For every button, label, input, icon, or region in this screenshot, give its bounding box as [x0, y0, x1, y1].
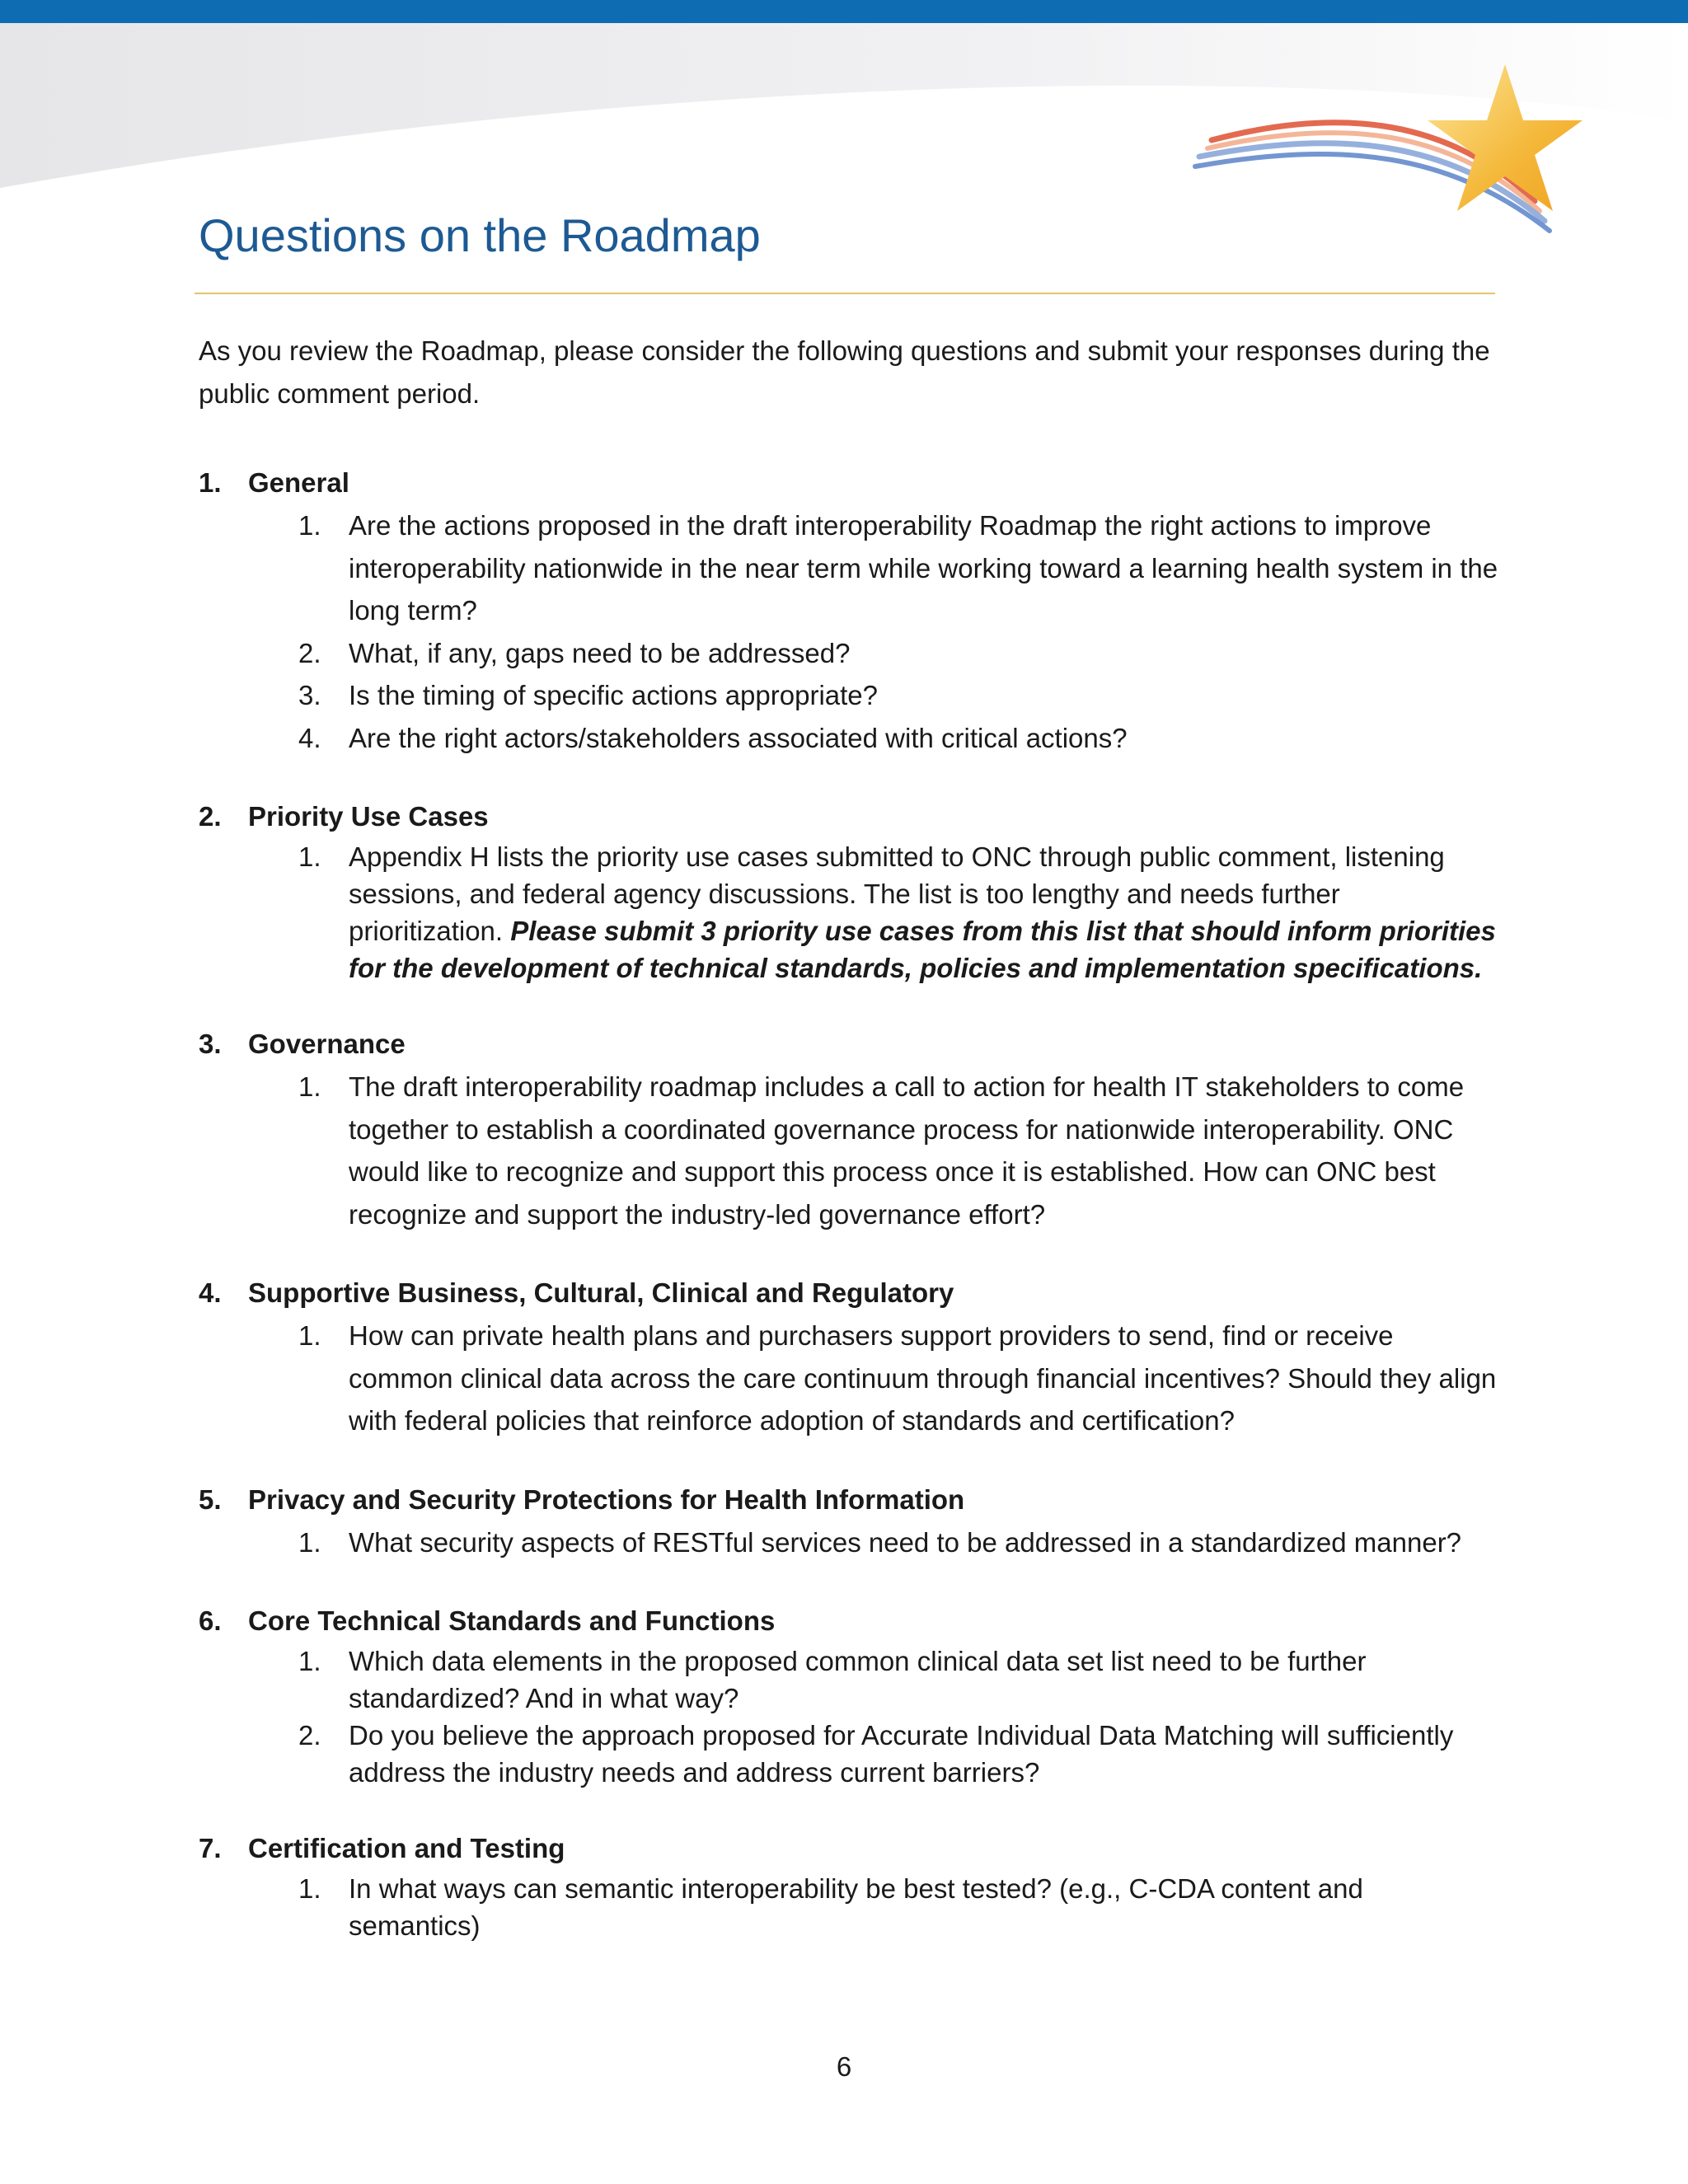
list-item — [199, 717, 1501, 760]
question-list — [199, 1521, 1501, 1564]
item-emphasis-text: Please submit 3 priority use cases from this list that should inform priorities for the development of technical standards, policies and implementation specifications. — [349, 916, 1496, 983]
section-heading — [199, 1600, 1501, 1643]
question-list — [199, 504, 1501, 759]
item-number: 1. — [298, 841, 321, 872]
item-number: 1. — [298, 1873, 321, 1904]
item-number: 1. — [298, 1646, 321, 1676]
header-decoration — [0, 23, 1688, 239]
item-text: In what ways can semantic interoperability be best tested? (e.g., C-CDA content and semantics) — [349, 1873, 1363, 1941]
header-swoosh — [0, 23, 1688, 188]
list-item — [199, 838, 1501, 987]
section-title: Supportive Business, Cultural, Clinical and Regulatory — [248, 1277, 954, 1308]
item-text: Do you believe the approach proposed for Accurate Individual Data Matching will sufficiently address the industry needs and address current barriers? — [349, 1720, 1454, 1788]
item-number: 1. — [298, 510, 321, 541]
list-item — [199, 1066, 1501, 1235]
question-list — [199, 1870, 1501, 1944]
section-title: Priority Use Cases — [248, 801, 489, 832]
list-item — [199, 1521, 1501, 1564]
section-core-technical — [199, 1600, 1501, 1791]
item-number: 1. — [298, 1526, 321, 1558]
section-number: 2. — [199, 801, 222, 832]
item-text: Are the actions proposed in the draft interoperability Roadmap the right actions to improve interoperability nationwide in the near term while working toward a learning health system in the long term? — [349, 510, 1498, 626]
section-title: Privacy and Security Protections for Health Information — [248, 1483, 965, 1515]
page-title: Questions on the Roadmap — [199, 209, 761, 261]
section-certification-testing — [199, 1827, 1501, 1944]
item-number: 3. — [298, 680, 321, 710]
list-item — [199, 1717, 1501, 1791]
item-number: 1. — [298, 1320, 321, 1351]
section-privacy-security — [199, 1479, 1501, 1564]
section-heading — [199, 1827, 1501, 1870]
item-text: What, if any, gaps need to be addressed? — [349, 637, 851, 668]
list-item — [199, 1315, 1501, 1442]
section-heading — [199, 1479, 1501, 1521]
item-number: 1. — [298, 1071, 321, 1102]
section-title: General — [248, 467, 349, 498]
item-text: How can private health plans and purchasers support providers to send, find or receive common clinical data across the care continuum through financial incentives? Should they align with federal policies that reinforce adoption of standards and certification? — [349, 1320, 1497, 1436]
section-number: 6. — [199, 1605, 222, 1636]
list-item — [199, 504, 1501, 632]
section-priority-use-cases — [199, 795, 1501, 987]
top-banner-bar — [0, 0, 1688, 23]
question-list — [199, 1315, 1501, 1442]
intro-paragraph: As you review the Roadmap, please consider the following questions and submit your responses during the public comment period. — [199, 335, 1490, 409]
item-text: Which data elements in the proposed common clinical data set list need to be further standardized? And in what way? — [349, 1646, 1367, 1713]
section-number: 1. — [199, 467, 222, 498]
list-item — [199, 632, 1501, 675]
item-text: Appendix H lists the priority use cases submitted to ONC through public comment, listening sessions, and federal agency discussions. The list is too lengthy and needs further prioritization. — [349, 841, 1445, 946]
item-text-wrapper — [349, 838, 1501, 987]
section-number: 3. — [199, 1029, 222, 1059]
list-item — [199, 1643, 1501, 1717]
section-title: Certification and Testing — [248, 1833, 565, 1863]
item-text: The draft interoperability roadmap includes a call to action for health IT stakeholders to come together to establish a coordinated governance process for nationwide interoperability. ONC would like to recognize and support this process once it is established. How can ONC best recognize and support the industry-led governance effort? — [349, 1071, 1465, 1230]
item-text: Is the timing of specific actions appropriate? — [349, 680, 879, 710]
document-body — [199, 330, 1501, 1980]
list-item — [199, 1870, 1501, 1944]
section-heading — [199, 1023, 1501, 1066]
item-text: What security aspects of RESTful services need to be addressed in a standardized manner? — [349, 1526, 1462, 1558]
section-governance — [199, 1023, 1501, 1235]
section-number: 7. — [199, 1833, 222, 1863]
question-list — [199, 1066, 1501, 1235]
item-number: 4. — [298, 722, 321, 753]
section-heading — [199, 1272, 1501, 1315]
section-number: 5. — [199, 1483, 222, 1515]
question-list — [199, 1643, 1501, 1791]
section-general — [199, 462, 1501, 759]
section-heading — [199, 795, 1501, 838]
section-number: 4. — [199, 1277, 222, 1308]
item-number: 2. — [298, 1720, 321, 1750]
section-supportive-business — [199, 1272, 1501, 1442]
title-underline — [195, 293, 1495, 294]
section-title: Governance — [248, 1029, 406, 1059]
item-number: 2. — [298, 637, 321, 668]
item-text: Are the right actors/stakeholders associated with critical actions? — [349, 722, 1128, 753]
page-number: 6 — [836, 2051, 852, 2082]
section-title: Core Technical Standards and Functions — [248, 1605, 776, 1636]
question-list — [199, 838, 1501, 987]
section-heading — [199, 462, 1501, 504]
list-item — [199, 674, 1501, 717]
